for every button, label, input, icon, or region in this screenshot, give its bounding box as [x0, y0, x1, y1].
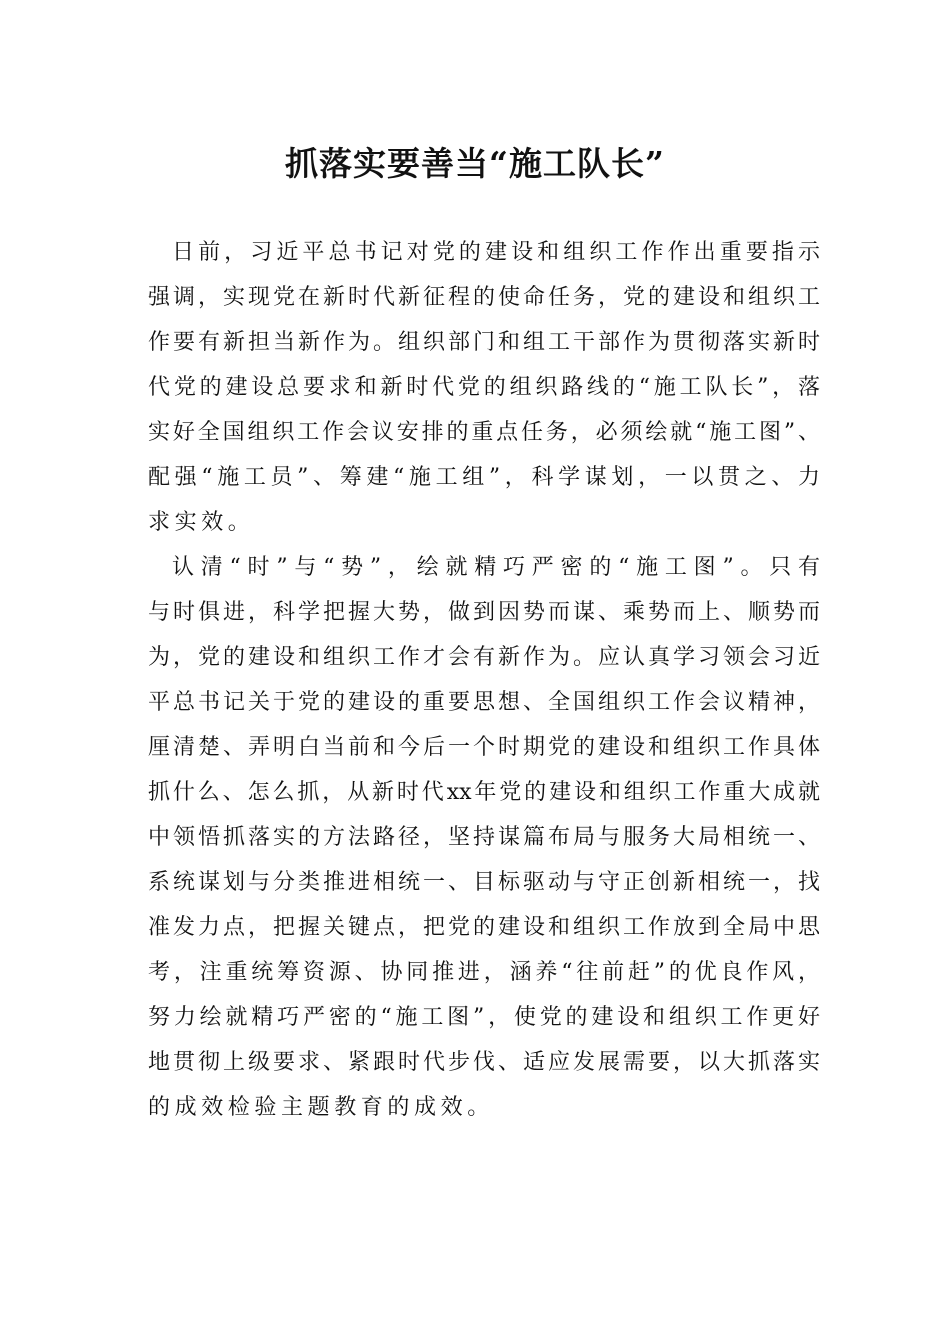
- paragraph-line: 平总书记关于党的建设的重要思想、全国组织工作会议精神，: [148, 690, 820, 715]
- paragraph-line: 作要有新担当新作为。组织部门和组工干部作为贯彻落实新时: [148, 330, 820, 355]
- paragraph-line: 与时俱进，科学把握大势，做到因势而谋、乘势而上、顺势而: [148, 600, 820, 625]
- paragraph-line: 的成效检验主题教育的成效。: [148, 1095, 494, 1120]
- paragraph-line: 日前，习近平总书记对党的建设和组织工作作出重要指示: [172, 240, 820, 265]
- paragraph-line: 系统谋划与分类推进相统一、目标驱动与守正创新相统一，找: [148, 870, 820, 895]
- paragraph-line: 地贯彻上级要求、紧跟时代步伐、适应发展需要，以大抓落实: [148, 1050, 820, 1075]
- paragraph-line: 强调，实现党在新时代新征程的使命任务，党的建设和组织工: [148, 285, 820, 310]
- paragraph-line: 求实效。: [148, 510, 255, 535]
- paragraph-line: 为，党的建设和组织工作才会有新作为。应认真学习领会习近: [148, 645, 820, 670]
- paragraph-line: 努力绘就精巧严密的“施工图”，使党的建设和组织工作更好: [148, 1005, 820, 1030]
- paragraph-line: 抓什么、怎么抓，从新时代xx年党的建设和组织工作重大成就: [148, 780, 820, 805]
- document-body: [148, 230, 820, 1130]
- paragraph-line: 配强“施工员”、筹建“施工组”，科学谋划，一以贯之、力: [148, 465, 820, 490]
- paragraph: [148, 545, 820, 1130]
- paragraph-line: 厘清楚、弄明白当前和今后一个时期党的建设和组织工作具体: [148, 735, 820, 760]
- paragraph-line: 中领悟抓落实的方法路径，坚持谋篇布局与服务大局相统一、: [148, 825, 820, 850]
- document-title: 抓落实要善当“施工队长”: [285, 144, 665, 183]
- paragraph-line: 考，注重统筹资源、协同推进，涵养“往前赶”的优良作风，: [148, 960, 820, 985]
- paragraph: [148, 230, 820, 545]
- paragraph-line: 准发力点，把握关键点，把党的建设和组织工作放到全局中思: [148, 915, 820, 940]
- paragraph-line: 实好全国组织工作会议安排的重点任务，必须绘就“施工图”、: [148, 420, 820, 445]
- paragraph-line: 认清“时”与“势”，绘就精巧严密的“施工图”。只有: [172, 555, 820, 580]
- paragraph-line: 代党的建设总要求和新时代党的组织路线的“施工队长”，落: [148, 375, 820, 400]
